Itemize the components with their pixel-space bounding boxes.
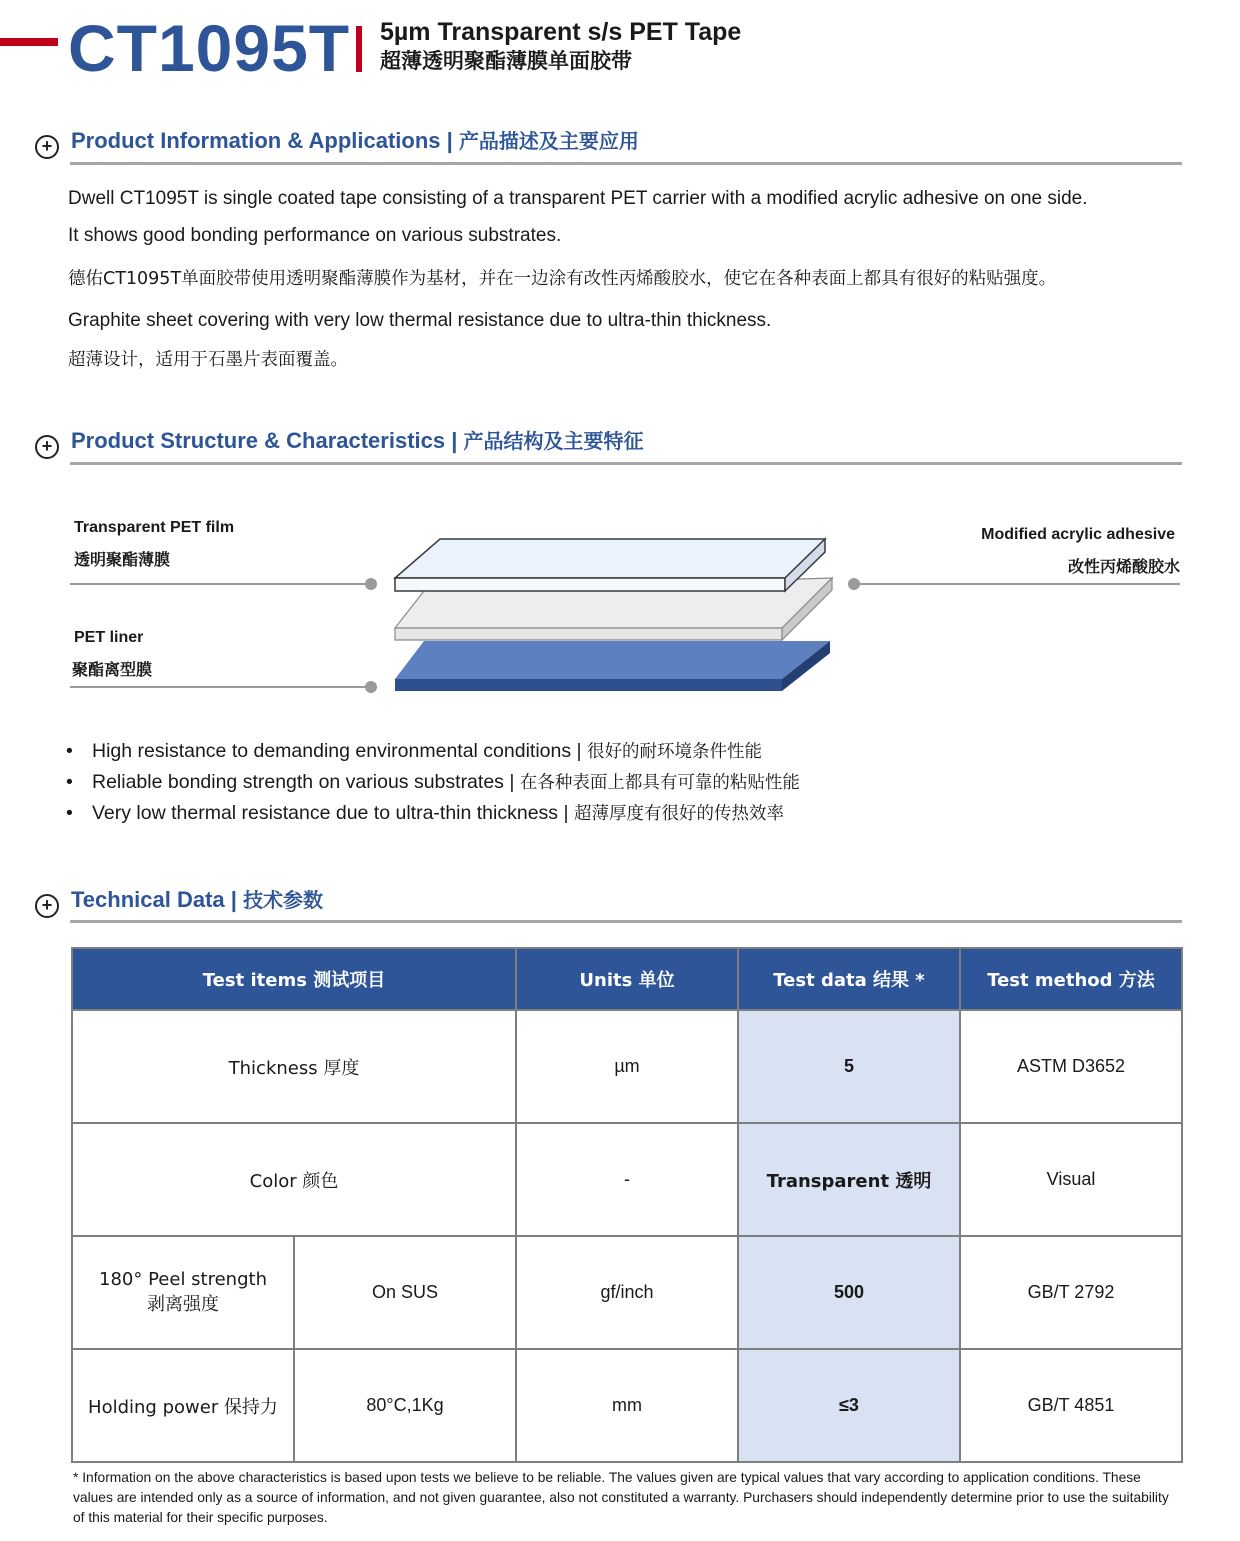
header-test-items: Test items 测试项目 [72,948,516,1010]
feature-item: • Very low thermal resistance due to ultra-thin thickness | 超薄厚度有很好的传热效率 [66,802,784,824]
leader-dot-film [365,578,377,590]
cell-item: Color 颜色 [72,1123,516,1236]
plus-circle-icon: + [35,135,59,159]
technical-data-table [71,947,1183,1463]
leader-dot-liner [365,681,377,693]
label-film-en: Transparent PET film [74,519,235,536]
cell-unit: µm [516,1010,738,1123]
cell-item: 180° Peel strength 剥离强度 [72,1236,294,1349]
header-test-data: Test data 结果 * [738,948,960,1010]
cell-data: 5 [738,1010,960,1123]
feature-item: • Reliable bonding strength on various substrates | 在各种表面上都具有可靠的粘贴性能 [66,771,800,793]
info-paragraph-3: 德佑CT1095T单面胶带使用透明聚酯薄膜作为基材，并在一边涂有改性丙烯酸胶水，使它在各种表面上都具有很好的粘贴强度。 [68,269,1057,289]
label-film-cn: 透明聚酯薄膜 [74,550,171,569]
cell-method: GB/T 2792 [960,1236,1182,1349]
section-rule [70,162,1182,165]
cell-method: Visual [960,1123,1182,1236]
cell-data: 500 [738,1236,960,1349]
product-model: CT1095T [68,11,351,85]
cell-item: Thickness 厚度 [72,1010,516,1123]
label-liner-en: PET liner [74,629,144,646]
film-layer [395,539,825,591]
leader-line-adhesive [853,583,1180,585]
header-separator [356,26,362,72]
leader-line-liner [70,686,370,688]
liner-layer [395,641,830,691]
info-paragraph-2: It shows good bonding performance on various substrates. [68,225,562,246]
feature-item: • High resistance to demanding environmental conditions | 很好的耐环境条件性能 [66,740,763,762]
plus-circle-icon: + [35,435,59,459]
leader-line-film [70,583,370,585]
label-adhesive-en: Modified acrylic adhesive [981,526,1175,543]
cell-item: Holding power 保持力 [72,1349,294,1462]
section-title-tech: Technical Data | 技术参数 [71,887,324,912]
section-rule [70,462,1182,465]
plus-circle-icon: + [35,894,59,918]
section-rule [70,920,1182,923]
table-header-row [72,948,1182,1010]
cell-method: GB/T 4851 [960,1349,1182,1462]
cell-unit: gf/inch [516,1236,738,1349]
bullet-icon: • [66,740,73,762]
cell-condition: 80°C,1Kg [294,1349,516,1462]
header-units: Units 单位 [516,948,738,1010]
bullet-icon: • [66,771,73,793]
table-row [72,1123,1182,1236]
section-title-structure: Product Structure & Characteristics | 产品结构及主要特征 [71,428,644,453]
product-subtitle-en: 5µm Transparent s/s PET Tape [380,18,742,46]
cell-data: ≤3 [738,1349,960,1462]
label-liner-cn: 聚酯离型膜 [72,660,153,679]
bullet-icon: • [66,802,73,824]
info-paragraph-5: 超薄设计，适用于石墨片表面覆盖。 [68,350,348,370]
header-test-method: Test method 方法 [960,948,1182,1010]
section-title-info: Product Information & Applications | 产品描述及主要应用 [71,128,639,153]
label-adhesive-cn: 改性丙烯酸胶水 [1067,557,1180,576]
cell-method: ASTM D3652 [960,1010,1182,1123]
cell-data: Transparent 透明 [738,1123,960,1236]
cell-unit: - [516,1123,738,1236]
table-row [72,1010,1182,1123]
product-subtitle-cn: 超薄透明聚酯薄膜单面胶带 [380,49,632,73]
tape-structure-diagram [380,525,850,705]
table-row [72,1236,1182,1349]
table-row [72,1349,1182,1462]
cell-condition: On SUS [294,1236,516,1349]
info-paragraph-1: Dwell CT1095T is single coated tape consisting of a transparent PET carrier with a modified acrylic adhesive on one side. [68,188,1088,209]
info-paragraph-4: Graphite sheet covering with very low thermal resistance due to ultra-thin thickness. [68,310,772,331]
header-accent-bar [0,38,58,46]
cell-unit: mm [516,1349,738,1462]
footnote: * Information on the above characteristics is based upon tests we believe to be reliable. The values given are typical values that vary according to application conditions. These values are intended only as a source of information, and not given guarantee, also not constituted a warranty. Purchasers should independently determine prior to use the suitability of this material for their specific purposes. [73,1470,1169,1525]
